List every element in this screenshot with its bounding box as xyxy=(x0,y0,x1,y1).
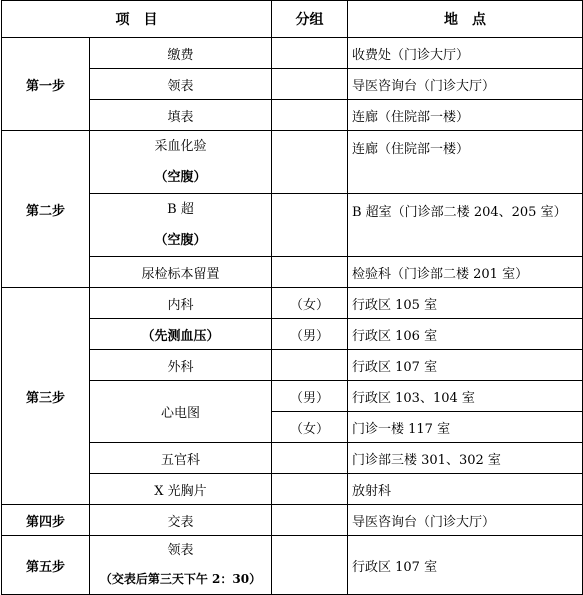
table-row xyxy=(2,288,583,319)
item-note: （交表后第三天下午 2：30） xyxy=(99,572,262,586)
step-label: 第一步 xyxy=(2,38,90,131)
item-cell: 填表 xyxy=(90,100,272,131)
group-cell xyxy=(272,131,348,194)
table-row xyxy=(2,319,583,350)
table-row xyxy=(2,443,583,474)
group-cell xyxy=(272,194,348,257)
group-cell xyxy=(272,38,348,69)
group-cell xyxy=(272,536,348,595)
item-name: B 超 xyxy=(167,202,194,217)
item-cell: 内科 xyxy=(90,288,272,319)
location-cell: 行政区 103、104 室 xyxy=(348,381,583,412)
group-cell: （女） xyxy=(272,412,348,443)
table-row xyxy=(2,505,583,536)
group-cell: （女） xyxy=(272,288,348,319)
item-cell: 缴费 xyxy=(90,38,272,69)
item-name: 采血化验 xyxy=(154,139,207,154)
header-project: 项 目 xyxy=(2,1,272,38)
location-cell: 导医咨询台（门诊大厅） xyxy=(348,69,583,100)
location-cell: 行政区 107 室 xyxy=(348,536,583,595)
location-cell: 连廊（住院部一楼） xyxy=(348,131,583,194)
group-cell xyxy=(272,505,348,536)
table-row xyxy=(2,100,583,131)
location-cell: 导医咨询台（门诊大厅） xyxy=(348,505,583,536)
header-row xyxy=(2,1,583,38)
location-cell: 门诊一楼 117 室 xyxy=(348,412,583,443)
group-cell: （男） xyxy=(272,319,348,350)
header-group: 分组 xyxy=(272,1,348,38)
table-row xyxy=(2,257,583,288)
step-label: 第四步 xyxy=(2,505,90,536)
item-cell: 交表 xyxy=(90,505,272,536)
table-row xyxy=(2,38,583,69)
item-cell: 领表 xyxy=(90,69,272,100)
item-name: 领表 xyxy=(167,543,194,558)
item-cell xyxy=(90,194,272,257)
group-cell xyxy=(272,257,348,288)
table-row xyxy=(2,131,583,194)
item-note: （先测血压） xyxy=(90,319,272,350)
group-cell xyxy=(272,69,348,100)
location-cell: 行政区 106 室 xyxy=(348,319,583,350)
table-row xyxy=(2,381,583,412)
step-label: 第二步 xyxy=(2,131,90,288)
item-note: （空腹） xyxy=(154,233,207,248)
location-cell: 行政区 107 室 xyxy=(348,350,583,381)
group-cell xyxy=(272,350,348,381)
location-cell: 放射科 xyxy=(348,474,583,505)
item-cell: 心电图 xyxy=(90,381,272,443)
group-cell xyxy=(272,100,348,131)
location-cell: 收费处（门诊大厅） xyxy=(348,38,583,69)
group-cell: （男） xyxy=(272,381,348,412)
location-cell: 行政区 105 室 xyxy=(348,288,583,319)
item-cell xyxy=(90,536,272,595)
table-row xyxy=(2,536,583,595)
group-cell xyxy=(272,474,348,505)
item-cell: 五官科 xyxy=(90,443,272,474)
step-label: 第五步 xyxy=(2,536,90,595)
group-cell xyxy=(272,443,348,474)
location-cell: 检验科（门诊部二楼 201 室） xyxy=(348,257,583,288)
header-location: 地 点 xyxy=(348,1,583,38)
table-row xyxy=(2,194,583,257)
table-row xyxy=(2,350,583,381)
item-note: （空腹） xyxy=(154,170,207,185)
table-row xyxy=(2,69,583,100)
location-cell: B 超室（门诊部二楼 204、205 室） xyxy=(348,194,583,257)
item-cell xyxy=(90,131,272,194)
location-cell: 门诊部三楼 301、302 室 xyxy=(348,443,583,474)
physical-exam-procedure-table xyxy=(1,0,583,595)
item-cell: 尿检标本留置 xyxy=(90,257,272,288)
table-row xyxy=(2,474,583,505)
item-cell: 外科 xyxy=(90,350,272,381)
item-cell: X 光胸片 xyxy=(90,474,272,505)
location-cell: 连廊（住院部一楼） xyxy=(348,100,583,131)
step-label: 第三步 xyxy=(2,288,90,505)
